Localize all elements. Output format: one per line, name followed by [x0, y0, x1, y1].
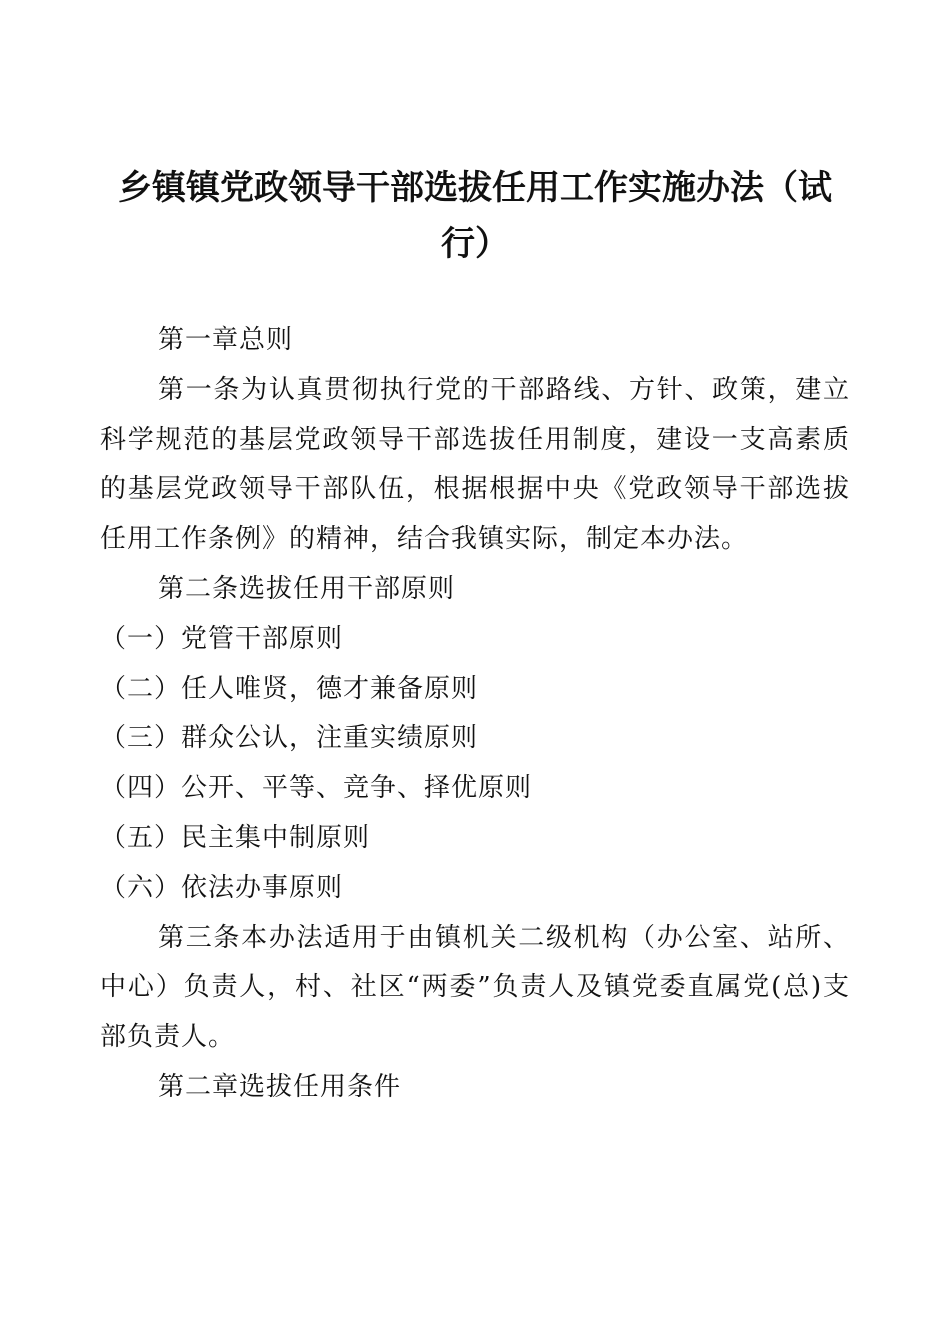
chapter-heading: 第一章总则: [158, 325, 294, 355]
document-body: [100, 316, 850, 1113]
principle-item: （五）民主集中制原则: [100, 822, 371, 853]
chapter-heading: 第二章选拔任用条件: [158, 1071, 402, 1102]
article-paragraph: 第三条本办法适用于由镇机关二级机构（办公室、站所、中心）负责人，村、社区“两委”负责人及镇党委直属党(总)支部负责人。: [100, 922, 850, 1053]
principle-item: （四）公开、平等、竞争、择优原则: [100, 773, 533, 804]
principle-item: （六）依法办事原则: [100, 872, 344, 903]
principle-item: （二）任人唯贤，德才兼备原则: [100, 673, 479, 704]
article-paragraph: 第一条为认真贯彻执行党的干部路线、方针、政策，建立科学规范的基层党政领导干部选拔任用制度，建设一支高素质的基层党政领导干部队伍，根据根据中央《党政领导干部选拔任用工作条例》的精神，结合我镇实际，制定本办法。: [100, 374, 850, 555]
principle-item: （三）群众公认，注重实绩原则: [100, 723, 479, 754]
document-title: 乡镇镇党政领导干部选拔任用工作实施办法（试行）: [118, 168, 832, 264]
article-heading: 第二条选拔任用干部原则: [158, 573, 456, 604]
principle-item: （一）党管干部原则: [100, 623, 344, 654]
